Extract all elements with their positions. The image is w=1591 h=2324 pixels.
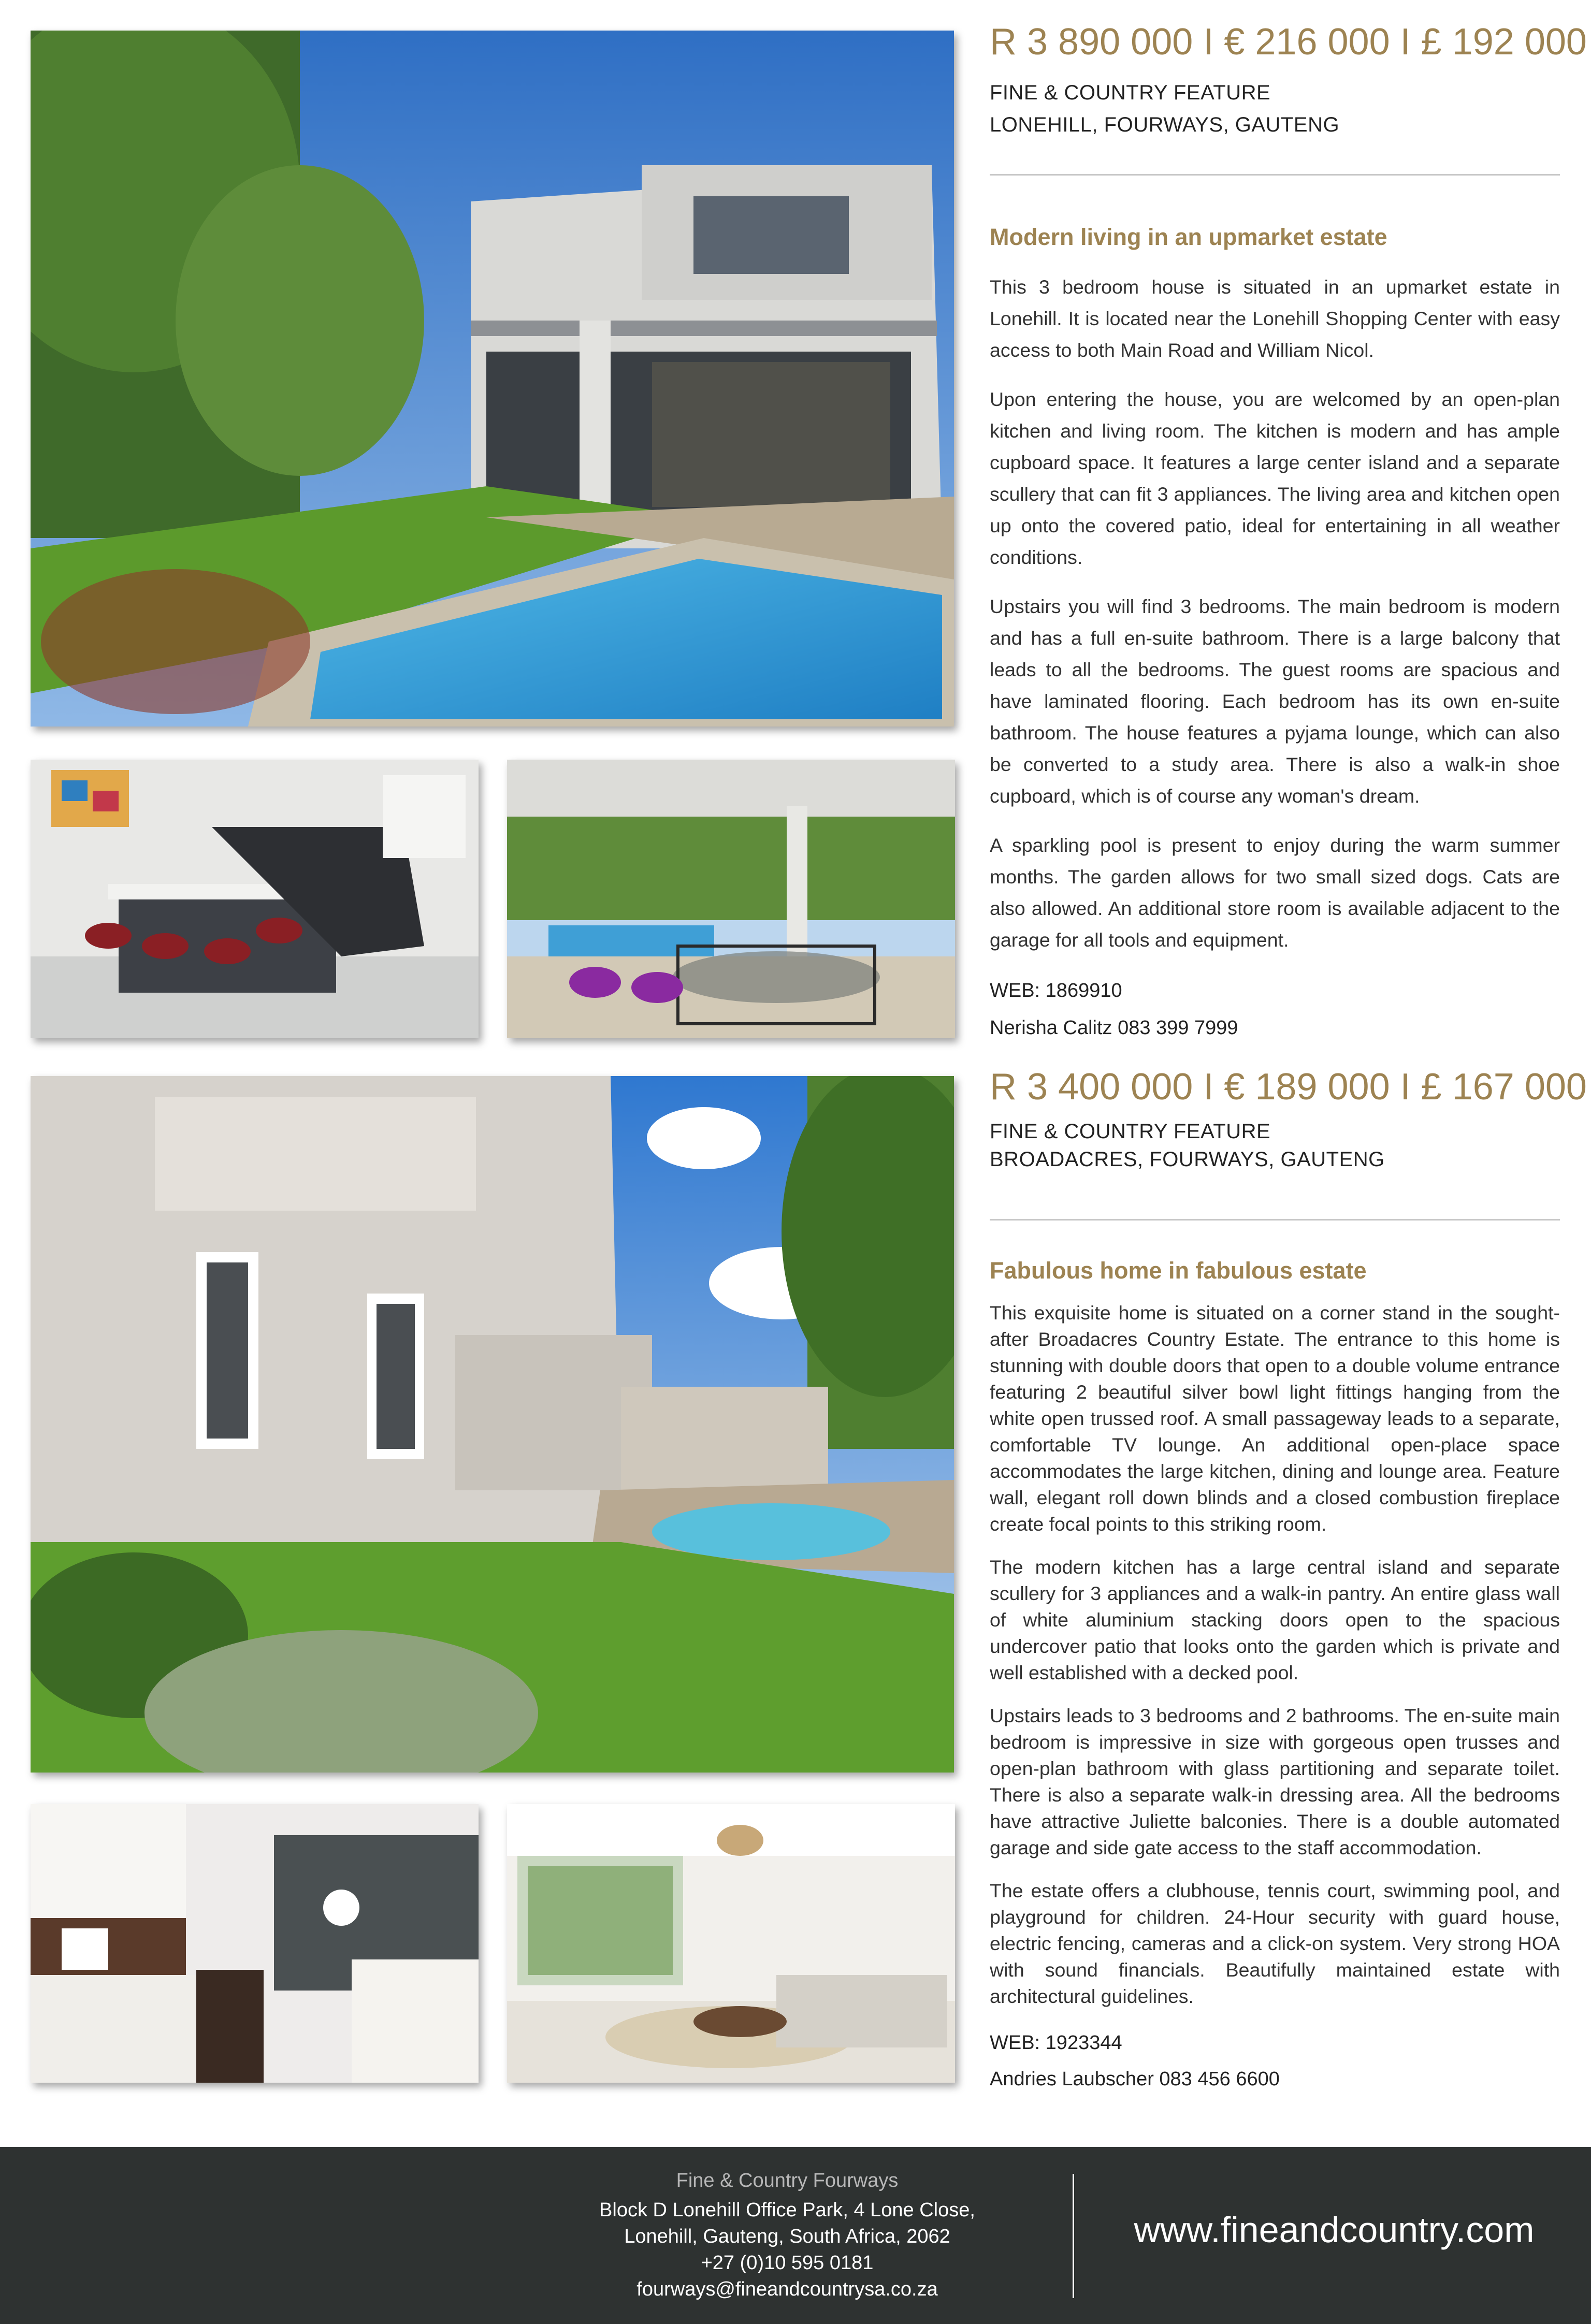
listing-2-paragraph: The estate offers a clubhouse, tennis court, swimming pool, and playground for children. 24-Hour security with guard house, electric fencing, cameras and a click-on system. Very strong HOA with sound financials. Beautifully maintained estate with architectural guidelines. (990, 1880, 1560, 2007)
listing-1-paragraph: Upstairs you will find 3 bedrooms. The main bedroom is modern and has a full en-suite bathroom. There is a large balcony that leads to all the bedrooms. The guest rooms are spacious and have laminated flooring. Each bedroom has its own en-suite bathroom. The house features a pyjama lounge, which can also be converted to a study area. There is also a walk-in shoe cupboard, which is of course any woman's dream. (990, 595, 1560, 807)
listing-1-main-photo (31, 31, 954, 727)
listing-1-location: LONEHILL, FOURWAYS, GAUTENG (990, 113, 1340, 136)
listing-2-location: BROADACRES, FOURWAYS, GAUTENG (990, 1148, 1385, 1171)
listing-1-paragraph: This 3 bedroom house is situated in an upmarket estate in Lonehill. It is located near the Lonehill Shopping Center with easy access to both Main Road and William Nicol. (990, 276, 1560, 361)
footer-address-line-1: Block D Lonehill Office Park, 4 Lone Close, (599, 2199, 975, 2221)
footer (0, 2147, 1591, 2324)
listing-1-kitchen-photo (31, 760, 479, 1038)
listing-1 (990, 21, 1587, 1051)
footer-website-link[interactable]: www.fineandcountry.com (1134, 2210, 1535, 2250)
listing-2-living-photo (507, 1804, 955, 2083)
listing-1-heading: Modern living in an upmarket estate (990, 224, 1387, 250)
listing-1-paragraph: A sparkling pool is present to enjoy during the warm summer months. The garden allows for two small sized dogs. Cats are also allowed. An additional store room is available adjacent to the garage for all tools and equipment. (990, 834, 1560, 951)
listing-2-web-reference: WEB: 1923344 (990, 2032, 1122, 2054)
listing-2-agent-contact: Andries Laubscher 083 456 6600 (990, 2068, 1280, 2090)
listing-2-kitchen-photo (31, 1804, 479, 2083)
listing-2-feature-label: FINE & COUNTRY FEATURE (990, 1120, 1271, 1143)
listing-2-paragraph: This exquisite home is situated on a corner stand in the sought-after Broadacres Country Estate. The entrance to this home is stunning with double doors that open to a double volume entrance featuring 2 beautiful silver bowl light fittings hanging from the white open trussed roof. A small passageway leads to a separate, comfortable TV lounge. An additional open-place space accommodates the large kitchen, dining and lounge area. Feature wall, elegant roll down blinds and a closed combustion fireplace create focal points to this striking room. (990, 1302, 1560, 1535)
listing-2-price: R 3 400 000 I € 189 000 I £ 167 000 (990, 1066, 1587, 1108)
listing-2-paragraph: The modern kitchen has a large central island and separate scullery for 3 appliances and a walk-in pantry. An entire glass wall of white aluminium stacking doors open to the spacious undercover patio that looks onto the garden which is private and well established with a decked pool. (990, 1556, 1560, 1683)
listing-2-heading: Fabulous home in fabulous estate (990, 1257, 1367, 1284)
footer-email-link[interactable]: fourways@fineandcountrysa.co.za (637, 2278, 938, 2300)
listing-1-paragraph: Upon entering the house, you are welcomed by an open-plan kitchen and living room. The kitchen is modern and has ample cupboard space. It features a large center island and a separate scullery that can fit 3 appliances. The living area and kitchen open up onto the covered patio, ideal for entertaining in all weather conditions. (990, 388, 1560, 568)
listing-1-patio-photo (507, 760, 955, 1038)
footer-office-details (518, 2168, 1057, 2303)
footer-office-name: Fine & Country Fourways (676, 2170, 899, 2191)
listing-1-agent-contact: Nerisha Calitz 083 399 7999 (990, 1017, 1238, 1039)
listing-2 (990, 1066, 1587, 2101)
listing-1-feature-label: FINE & COUNTRY FEATURE (990, 81, 1271, 104)
listing-1-web-reference: WEB: 1869910 (990, 980, 1122, 1001)
listing-1-description (990, 271, 1560, 974)
listing-2-main-photo (31, 1076, 954, 1773)
listing-2-description (990, 1300, 1560, 2026)
listing-1-price: R 3 890 000 I € 216 000 I £ 192 000 (990, 21, 1587, 63)
listing-2-divider (990, 1219, 1560, 1221)
footer-divider (1073, 2174, 1074, 2298)
listing-2-paragraph: Upstairs leads to 3 bedrooms and 2 bathrooms. The en-suite main bedroom is impressive in size with gorgeous open trusses and open-plan bathroom with glass partitioning and separate toilet. There is also a separate walk-in dressing area. All the bedrooms have attractive Juliette balconies. There is a double automated garage and side gate access to the staff accommodation. (990, 1705, 1560, 1858)
listing-1-divider (990, 174, 1560, 176)
footer-address-line-2: Lonehill, Gauteng, South Africa, 2062 (624, 2226, 950, 2247)
footer-phone[interactable]: +27 (0)10 595 0181 (701, 2252, 874, 2274)
